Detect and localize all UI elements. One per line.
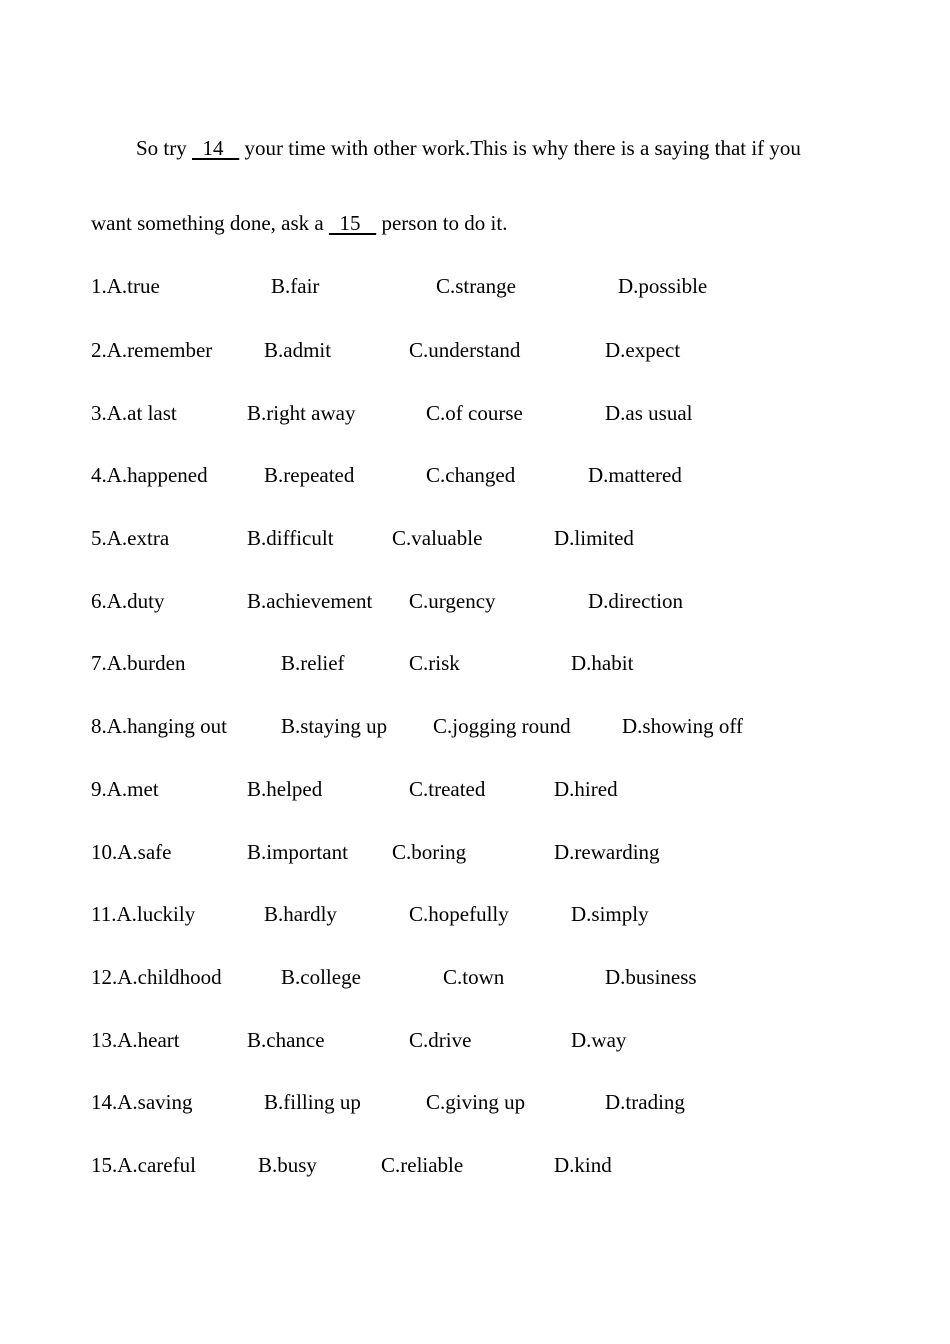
option-b: B.staying up — [281, 714, 388, 738]
option-d: D.possible — [618, 274, 708, 298]
option-b: B.repeated — [264, 463, 355, 487]
blank-14 — [192, 138, 239, 159]
option-a: 7.A.burden — [91, 651, 186, 675]
option-d: D.way — [571, 1028, 627, 1052]
option-a: 3.A.at last — [91, 401, 177, 425]
option-b: B.relief — [281, 651, 345, 675]
option-c: C.hopefully — [409, 902, 509, 926]
question-row-9 — [0, 779, 950, 805]
option-c: C.treated — [409, 777, 486, 801]
option-d: D.habit — [571, 651, 634, 675]
option-d: D.hired — [554, 777, 618, 801]
option-b: B.helped — [247, 777, 323, 801]
option-c: C.jogging round — [433, 714, 571, 738]
option-c: C.town — [443, 965, 505, 989]
option-d: D.direction — [588, 589, 684, 613]
blank-number: 15 — [339, 211, 361, 235]
option-c: C.boring — [392, 840, 467, 864]
passage-line-2 — [91, 213, 507, 234]
blank-15 — [329, 213, 376, 234]
passage-text: So try — [136, 136, 193, 160]
option-c: C.urgency — [409, 589, 496, 613]
question-row-12 — [0, 967, 950, 993]
option-b: B.hardly — [264, 902, 337, 926]
option-c: C.giving up — [426, 1090, 526, 1114]
option-b: B.difficult — [247, 526, 334, 550]
question-row-11 — [0, 904, 950, 930]
option-b: B.important — [247, 840, 348, 864]
option-b: B.fair — [271, 274, 320, 298]
question-row-3 — [0, 403, 950, 429]
passage-text: want something done, ask a — [91, 211, 329, 235]
question-row-5 — [0, 528, 950, 554]
question-row-2 — [0, 340, 950, 366]
option-a: 5.A.extra — [91, 526, 170, 550]
option-c: C.understand — [409, 338, 521, 362]
option-a: 11.A.luckily — [91, 902, 196, 926]
option-a: 4.A.happened — [91, 463, 208, 487]
option-d: D.kind — [554, 1153, 612, 1177]
option-b: B.admit — [264, 338, 332, 362]
option-c: C.reliable — [381, 1153, 464, 1177]
option-d: D.as usual — [605, 401, 693, 425]
option-d: D.trading — [605, 1090, 685, 1114]
passage-text: person to do it. — [376, 211, 508, 235]
option-b: B.busy — [258, 1153, 317, 1177]
passage-text: your time with other work.This is why there is a saying that if you — [239, 136, 801, 160]
option-a: 12.A.childhood — [91, 965, 222, 989]
option-b: B.right away — [247, 401, 356, 425]
option-c: C.changed — [426, 463, 516, 487]
option-b: B.filling up — [264, 1090, 361, 1114]
option-d: D.business — [605, 965, 697, 989]
option-a: 2.A.remember — [91, 338, 213, 362]
question-row-15 — [0, 1155, 950, 1181]
option-b: B.college — [281, 965, 361, 989]
option-d: D.simply — [571, 902, 649, 926]
question-row-13 — [0, 1030, 950, 1056]
option-d: D.showing off — [622, 714, 743, 738]
option-a: 6.A.duty — [91, 589, 165, 613]
question-row-14 — [0, 1092, 950, 1118]
option-a: 14.A.saving — [91, 1090, 193, 1114]
question-row-8 — [0, 716, 950, 742]
passage-line-1 — [136, 138, 801, 159]
option-a: 10.A.safe — [91, 840, 172, 864]
option-a: 1.A.true — [91, 274, 160, 298]
option-b: B.achievement — [247, 589, 373, 613]
option-c: C.of course — [426, 401, 523, 425]
option-b: B.chance — [247, 1028, 325, 1052]
question-row-4 — [0, 465, 950, 491]
question-row-1 — [0, 276, 950, 302]
option-c: C.valuable — [392, 526, 483, 550]
option-a: 9.A.met — [91, 777, 159, 801]
question-row-7 — [0, 653, 950, 679]
option-a: 15.A.careful — [91, 1153, 196, 1177]
blank-number: 14 — [202, 136, 224, 160]
option-d: D.limited — [554, 526, 634, 550]
option-d: D.rewarding — [554, 840, 660, 864]
option-a: 13.A.heart — [91, 1028, 180, 1052]
option-a: 8.A.hanging out — [91, 714, 227, 738]
option-c: C.risk — [409, 651, 460, 675]
option-d: D.expect — [605, 338, 681, 362]
question-row-10 — [0, 842, 950, 868]
option-d: D.mattered — [588, 463, 682, 487]
option-c: C.drive — [409, 1028, 472, 1052]
question-row-6 — [0, 591, 950, 617]
option-c: C.strange — [436, 274, 516, 298]
